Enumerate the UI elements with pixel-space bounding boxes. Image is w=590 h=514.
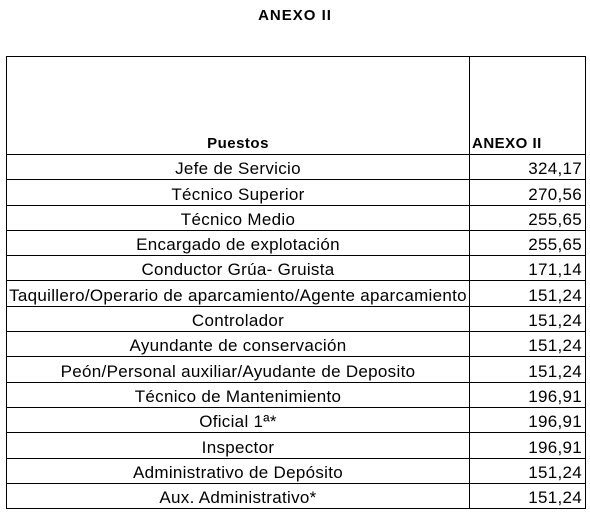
puesto-cell: Conductor Grúa- Gruista [7, 256, 470, 281]
table-row [7, 483, 586, 508]
table-row [7, 433, 586, 458]
valor-cell: 151,24 [470, 281, 586, 306]
valor-cell: 151,24 [470, 357, 586, 382]
puesto-cell: Peón/Personal auxiliar/Ayudante de Deposito [7, 357, 470, 382]
puesto-cell: Inspector [7, 433, 470, 458]
salary-table [6, 56, 586, 509]
table-row [7, 256, 586, 281]
header-anexo: ANEXO II [470, 57, 586, 155]
puesto-cell: Técnico de Mantenimiento [7, 382, 470, 407]
valor-cell: 196,91 [470, 433, 586, 458]
valor-cell: 270,56 [470, 180, 586, 205]
table-row [7, 357, 586, 382]
puesto-cell: Técnico Medio [7, 205, 470, 230]
table-row [7, 458, 586, 483]
valor-cell: 151,24 [470, 483, 586, 508]
puesto-cell: Técnico Superior [7, 180, 470, 205]
valor-cell: 151,24 [470, 458, 586, 483]
table-row [7, 382, 586, 407]
valor-cell: 171,14 [470, 256, 586, 281]
page-title: ANEXO II [258, 7, 332, 24]
puesto-cell: Taquillero/Operario de aparcamiento/Agente aparcamiento [7, 281, 470, 306]
table-row [7, 205, 586, 230]
table-row [7, 332, 586, 357]
header-puestos: Puestos [7, 57, 470, 155]
valor-cell: 151,24 [470, 306, 586, 331]
table-row [7, 281, 586, 306]
puesto-cell: Administrativo de Depósito [7, 458, 470, 483]
table-row [7, 407, 586, 432]
puesto-cell: Aux. Administrativo* [7, 483, 470, 508]
puesto-cell: Controlador [7, 306, 470, 331]
table-row [7, 180, 586, 205]
valor-cell: 151,24 [470, 332, 586, 357]
table-row [7, 230, 586, 255]
header-row [7, 57, 586, 155]
valor-cell: 196,91 [470, 407, 586, 432]
valor-cell: 324,17 [470, 155, 586, 180]
valor-cell: 255,65 [470, 230, 586, 255]
valor-cell: 196,91 [470, 382, 586, 407]
table-row [7, 306, 586, 331]
puesto-cell: Jefe de Servicio [7, 155, 470, 180]
table-row [7, 155, 586, 180]
puesto-cell: Ayundante de conservación [7, 332, 470, 357]
puesto-cell: Encargado de explotación [7, 230, 470, 255]
valor-cell: 255,65 [470, 205, 586, 230]
puesto-cell: Oficial 1ª* [7, 407, 470, 432]
